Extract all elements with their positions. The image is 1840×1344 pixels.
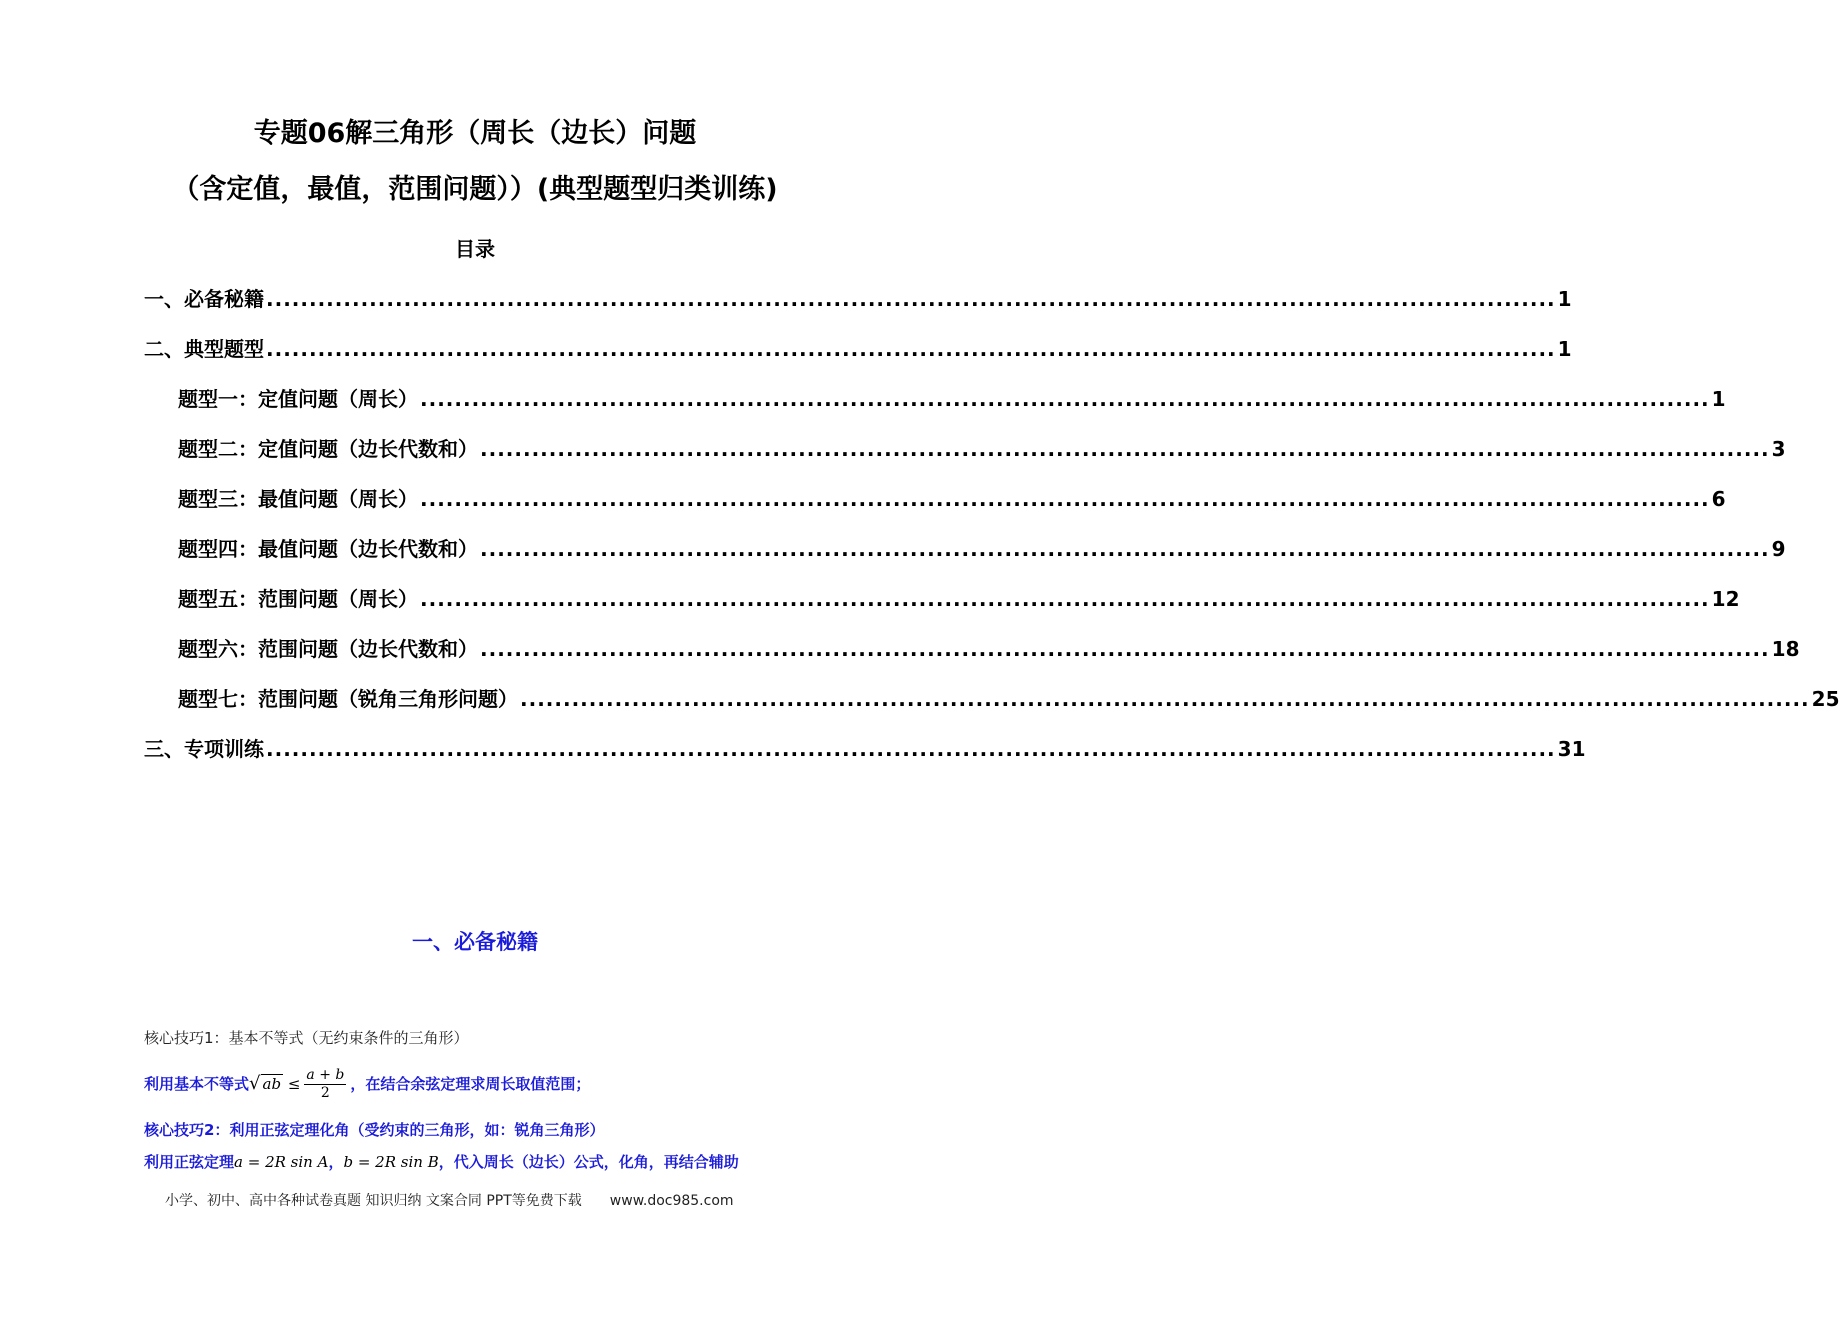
toc-entry-page: 18 (1771, 637, 1800, 661)
tip-2-text-b: ，代入周长（边长）公式，化角，再结合辅助 (438, 1153, 739, 1171)
toc-entry-page: 25 (1811, 687, 1840, 711)
fraction-numerator: a + b (306, 1067, 345, 1083)
toc-entry-page: 3 (1771, 437, 1786, 461)
page-footer (165, 1190, 734, 1212)
tip-2-text-a: 利用正弦定理 (144, 1153, 235, 1171)
section-heading: 一、必备秘籍 (412, 930, 538, 954)
toc-entry-label: 题型五：范围问题（周长） (178, 587, 418, 611)
toc-entry-page: 1 (1711, 387, 1726, 411)
toc-leader-dots: ...................................................................................................................................................... (420, 487, 1710, 511)
footer-text: 小学、初中、高中各种试卷真题 知识归纳 文案合同 PPT等免费下载 (165, 1193, 582, 1209)
toc-entry-label: 题型六：范围问题（边长代数和） (178, 637, 478, 661)
toc-entry-page: 1 (1557, 337, 1572, 361)
toc-leader-dots: ...................................................................................................................................................... (266, 737, 1556, 761)
toc-entry-label: 题型七：范围问题（锐角三角形问题） (178, 687, 518, 711)
toc-entry-type-5[interactable] (178, 584, 1740, 614)
equation-a: a = 2R sin A (234, 1153, 329, 1171)
toc-entry-page: 31 (1557, 737, 1586, 761)
tip-2-body (144, 1150, 739, 1174)
toc-entry-type-6[interactable] (178, 634, 1800, 664)
fraction-denominator: 2 (320, 1085, 330, 1101)
toc-entry-type-3[interactable] (178, 484, 1726, 514)
toc-entry-page: 9 (1771, 537, 1786, 561)
separator: ， (328, 1153, 344, 1171)
toc-entry-label: 题型二：定值问题（边长代数和） (178, 437, 478, 461)
toc-entry-type-7[interactable] (178, 684, 1840, 714)
toc-entry-type-1[interactable] (178, 384, 1726, 414)
toc-leader-dots: ...................................................................................................................................................... (480, 437, 1770, 461)
toc-entry-page: 6 (1711, 487, 1726, 511)
toc-entry-typical-types[interactable] (144, 334, 1572, 364)
sqrt-symbol: √ (249, 1073, 261, 1094)
toc-entry-essentials[interactable] (144, 284, 1572, 314)
tip-1-heading: 核心技巧1：基本不等式（无约束条件的三角形） (144, 1029, 469, 1047)
tip-1-text-b: ，在结合余弦定理求周长取值范围； (350, 1075, 591, 1093)
tip-2-heading: 核心技巧2：利用正弦定理化角（受约束的三角形，如：锐角三角形） (144, 1121, 605, 1139)
toc-heading: 目录 (455, 237, 495, 261)
toc-leader-dots: ...................................................................................................................................................... (480, 637, 1770, 661)
toc-entry-page: 12 (1711, 587, 1740, 611)
toc-entry-label: 题型三：最值问题（周长） (178, 487, 418, 511)
toc-entry-label: 一、必备秘籍 (144, 287, 264, 311)
sqrt-radicand: ab (262, 1075, 282, 1093)
toc-leader-dots: ...................................................................................................................................................... (480, 537, 1770, 561)
tip-1-body (144, 1062, 590, 1106)
document-title-line-2: （含定值，最值，范围问题））(典型题型归类训练) (172, 174, 778, 205)
toc-leader-dots: ...................................................................................................................................................... (420, 387, 1710, 411)
toc-entry-label: 题型一：定值问题（周长） (178, 387, 418, 411)
toc-entry-label: 三、专项训练 (144, 737, 264, 761)
footer-website-link[interactable]: www.doc985.com (609, 1193, 734, 1209)
leq-symbol: ≤ (287, 1075, 301, 1093)
toc-leader-dots: ...................................................................................................................................................... (420, 587, 1710, 611)
toc-entry-special-training[interactable] (144, 734, 1586, 764)
toc-leader-dots: ...................................................................................................................................................... (266, 287, 1556, 311)
toc-leader-dots: ...................................................................................................................................................... (266, 337, 1556, 361)
document-title-line-1: 专题06解三角形（周长（边长）问题 (253, 118, 697, 149)
toc-entry-page: 1 (1557, 287, 1572, 311)
fraction (304, 1067, 346, 1102)
toc-entry-label: 二、典型题型 (144, 337, 264, 361)
toc-entry-type-2[interactable] (178, 434, 1786, 464)
toc-entry-type-4[interactable] (178, 534, 1786, 564)
toc-leader-dots: ...................................................................................................................................................... (520, 687, 1810, 711)
equation-b: b = 2R sin B (343, 1153, 439, 1171)
tip-1-text-a: 利用基本不等式 (144, 1075, 250, 1093)
toc-entry-label: 题型四：最值问题（边长代数和） (178, 537, 478, 561)
